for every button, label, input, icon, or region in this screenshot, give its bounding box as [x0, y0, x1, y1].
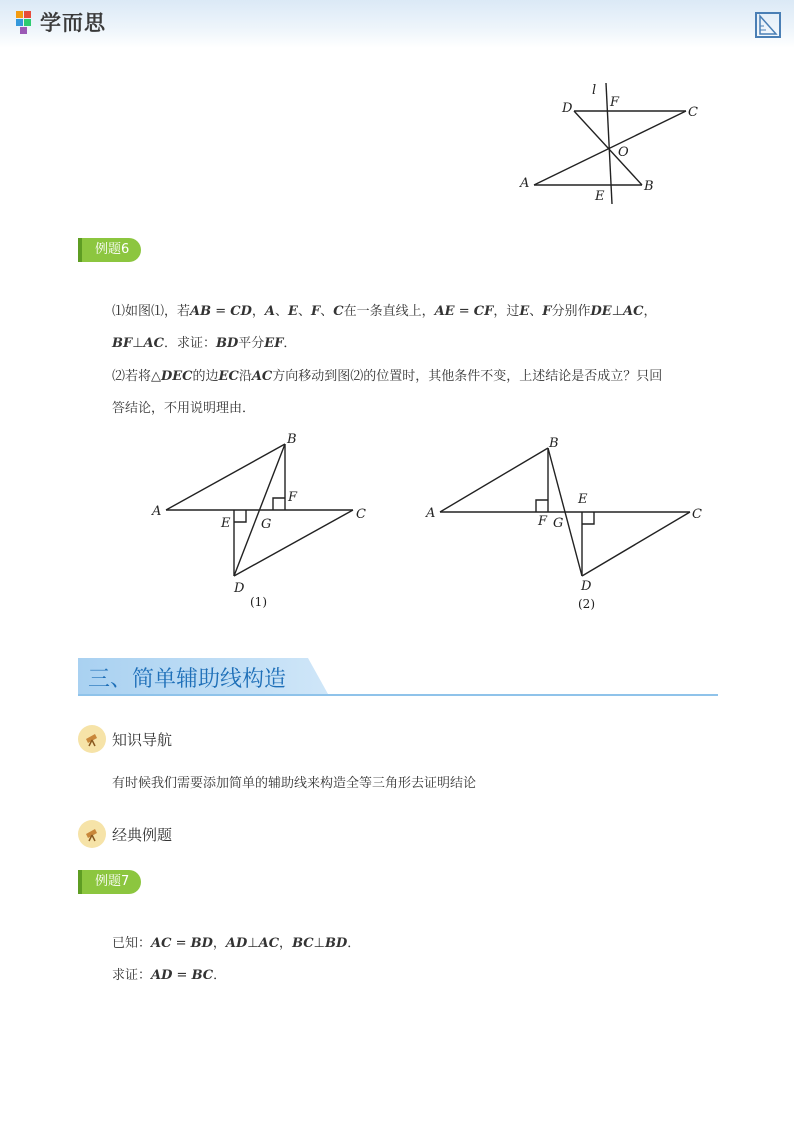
fig-top-label-l: l: [592, 83, 597, 98]
fig1-label-B: B: [287, 432, 297, 447]
fig-top-label-D: D: [562, 101, 573, 116]
fig-top-label-O: O: [618, 145, 629, 160]
fig2-label-D: D: [581, 579, 592, 594]
classic-heading: [78, 820, 172, 848]
fig2-caption: (2): [578, 597, 595, 611]
fig1-label-F: F: [288, 490, 298, 505]
fig1-label-A: A: [152, 504, 162, 519]
logo-text: 学而思: [40, 11, 106, 35]
fig2-label-B: B: [549, 436, 559, 451]
fig-top-label-F: F: [610, 95, 620, 110]
example7-line1: 已知：AC = BD，AD⊥AC，BC⊥BD．: [112, 936, 361, 951]
fig-top-label-A: A: [520, 176, 530, 191]
example6-line1: ⑴如图⑴，若AB = CD，A、E、F、C在一条直线上，AE = CF，过E、F分别作DE⊥AC，: [112, 304, 657, 319]
logo: [14, 6, 106, 38]
fig2-label-F: F: [538, 514, 548, 529]
classic-label: 经典例题: [112, 825, 173, 844]
fig-top-label-B: B: [644, 179, 654, 194]
fig1-label-C: C: [356, 507, 366, 522]
fig2-label-G: G: [553, 516, 564, 531]
section3-header: [78, 658, 718, 698]
header-band: [0, 0, 794, 48]
figure-1-lines: [166, 444, 353, 576]
figure-2: [420, 430, 720, 615]
knowledge-text: 有时候我们需要添加简单的辅助线来构造全等三角形去证明结论: [112, 776, 477, 791]
example6-line2: BF⊥AC．求证：BD平分EF．: [112, 336, 297, 351]
fig2-label-E: E: [578, 492, 588, 507]
figure-2-lines: [440, 448, 690, 576]
telescope-icon: [78, 725, 106, 753]
example7-line2: 求证：AD = BC．: [112, 968, 227, 983]
knowledge-heading: [78, 725, 172, 753]
example6-line4: 答结论，不用说明理由．: [112, 401, 256, 416]
telescope-icon: [78, 820, 106, 848]
example7-tag: 例题7: [81, 870, 141, 894]
fig1-label-E: E: [221, 516, 231, 531]
fig1-caption: (1): [250, 595, 267, 609]
logo-icon: [14, 9, 36, 35]
knowledge-label: 知识导航: [112, 730, 173, 749]
example6-line3: ⑵若将△DEC的边EC沿AC方向移动到图⑵的位置时，其他条件不变，上述结论是否成立？只回: [112, 369, 663, 384]
ruler-triangle-icon: [754, 10, 784, 40]
fig-top-label-C: C: [688, 105, 698, 120]
figure-1: [148, 430, 378, 615]
fig1-label-D: D: [234, 581, 245, 596]
section3-title: 三、简单辅助线构造: [88, 667, 287, 692]
fig-top-label-E: E: [595, 189, 605, 204]
example6-tag: 例题6: [81, 238, 141, 262]
fig2-label-A: A: [426, 506, 436, 521]
figure-top: [510, 78, 710, 208]
fig1-label-G: G: [261, 517, 272, 532]
fig2-label-C: C: [692, 507, 702, 522]
